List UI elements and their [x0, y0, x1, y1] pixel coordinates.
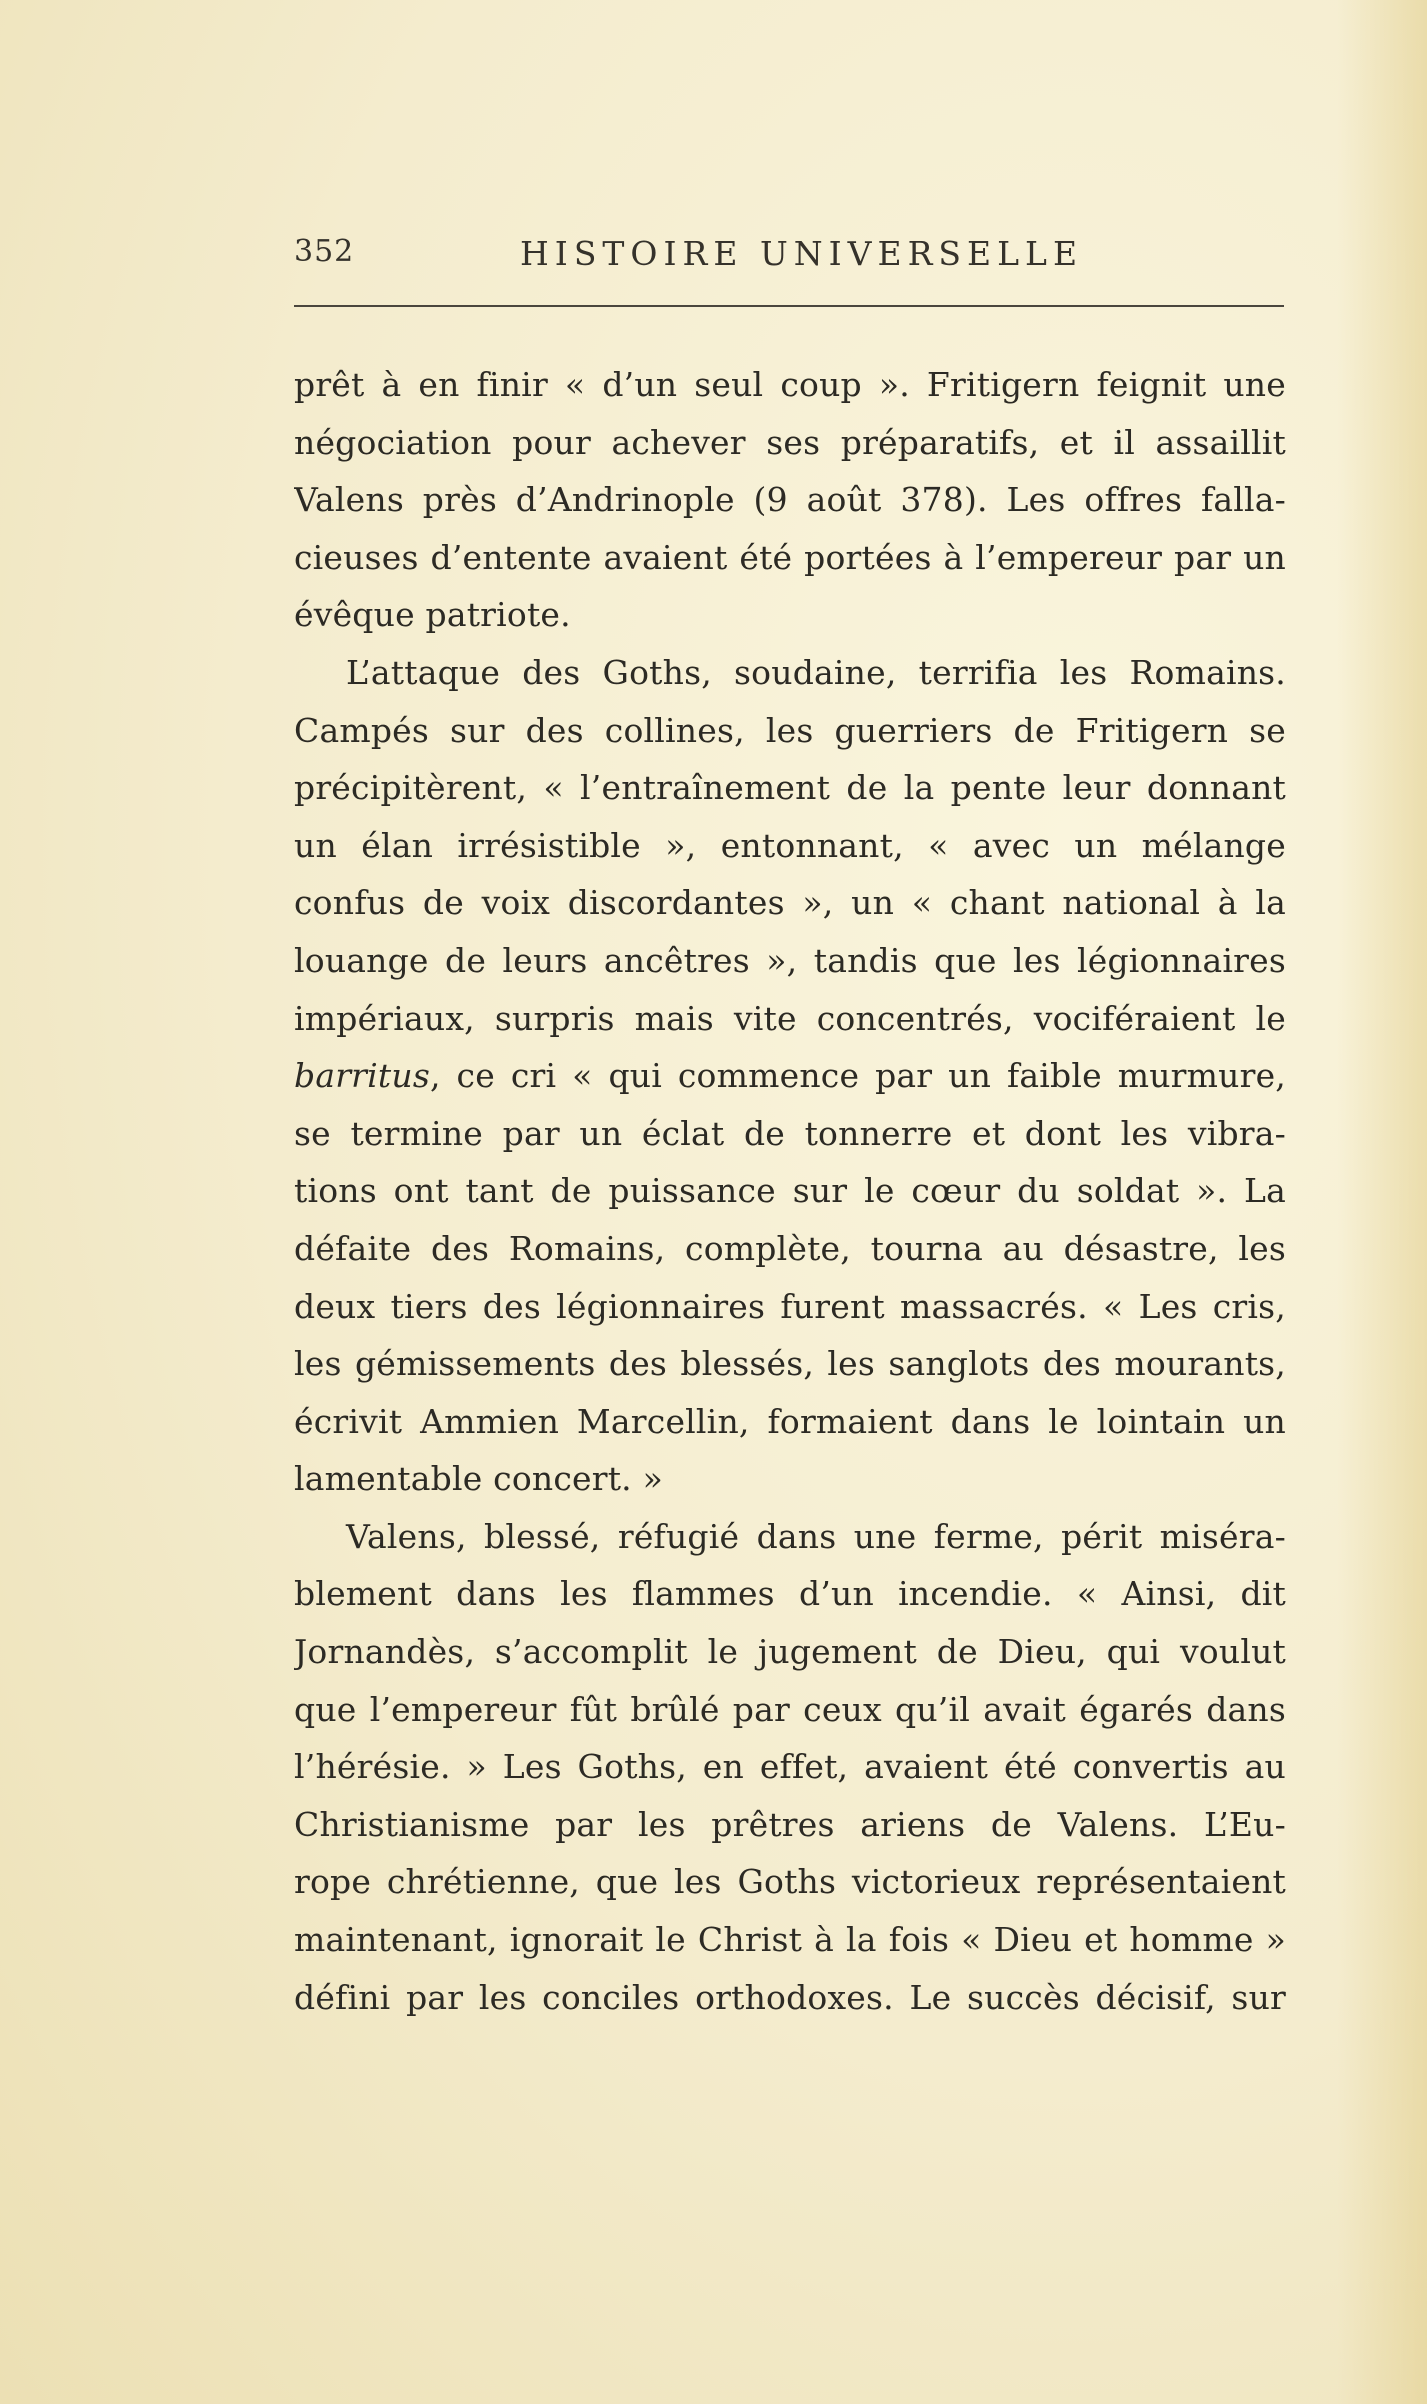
text-line: négociation pour achever ses préparatifs, et il assaillit — [294, 422, 1286, 462]
text-line: tions ont tant de puissance sur le cœur du soldat ». La — [294, 1171, 1286, 1211]
text-line: défaite des Romains, complète, tourna au désastre, les — [294, 1228, 1286, 1268]
text-line-with-italic — [294, 1047, 1286, 1105]
text-line: les gémissements des blessés, les sanglots des mourants, — [294, 1344, 1286, 1384]
page-header — [294, 234, 1284, 284]
text-line: confus de voix discordantes », un « chant national à la — [294, 883, 1286, 923]
text-line: impériaux, surpris mais vite concentrés, vociféraient le — [294, 998, 1286, 1038]
body-text — [294, 356, 1286, 2026]
text-line: précipitèrent, « l’entraînement de la pente leur donnant — [294, 768, 1286, 808]
text-line: lamentable concert. » — [294, 1459, 663, 1499]
text-line: écrivit Ammien Marcellin, formaient dans le lointain un — [294, 1401, 1286, 1441]
text-line: Jornandès, s’accomplit le jugement de Dieu, qui voulut — [294, 1632, 1286, 1672]
text-line: que l’empereur fût brûlé par ceux qu’il avait égarés dans — [294, 1689, 1286, 1729]
text-line: défini par les conciles orthodoxes. Le succès décisif, sur — [294, 1977, 1286, 2017]
text-line: rope chrétienne, que les Goths victorieux représentaient — [294, 1862, 1286, 1902]
running-title: HISTOIRE UNIVERSELLE — [520, 234, 1084, 273]
text-line: L’attaque des Goths, soudaine, terrifia les Romains. — [346, 652, 1286, 692]
text-line-rest: , ce cri « qui commence par un faible murmure, — [429, 1056, 1286, 1096]
page-number: 352 — [294, 234, 355, 269]
italic-term: barritus — [294, 1056, 430, 1096]
text-line: prêt à en finir « d’un seul coup ». Fritigern feignit une — [294, 365, 1286, 404]
text-line: Valens, blessé, réfugié dans une ferme, périt miséra- — [346, 1516, 1286, 1556]
text-line: l’hérésie. » Les Goths, en effet, avaient été convertis au — [294, 1747, 1286, 1787]
text-line: cieuses d’entente avaient été portées à l’empereur par un — [294, 537, 1286, 577]
text-line: Christianisme par les prêtres ariens de Valens. L’Eu- — [294, 1804, 1286, 1844]
text-line: évêque patriote. — [294, 595, 571, 635]
page-edge-shading — [1337, 0, 1427, 2404]
text-line: un élan irrésistible », entonnant, « avec un mélange — [294, 825, 1286, 865]
text-line: louange de leurs ancêtres », tandis que les légionnaires — [294, 940, 1286, 980]
text-line: Valens près d’Andrinople (9 août 378). Les offres falla- — [294, 480, 1286, 520]
text-line: deux tiers des légionnaires furent massacrés. « Les cris, — [294, 1286, 1286, 1326]
text-line: se termine par un éclat de tonnerre et dont les vibra- — [294, 1113, 1286, 1153]
header-rule — [294, 305, 1284, 307]
text-line: blement dans les flammes d’un incendie. « Ainsi, dit — [294, 1574, 1286, 1614]
text-line: maintenant, ignorait le Christ à la fois « Dieu et homme » — [294, 1920, 1286, 1960]
text-line: Campés sur des collines, les guerriers de Fritigern se — [294, 710, 1286, 750]
